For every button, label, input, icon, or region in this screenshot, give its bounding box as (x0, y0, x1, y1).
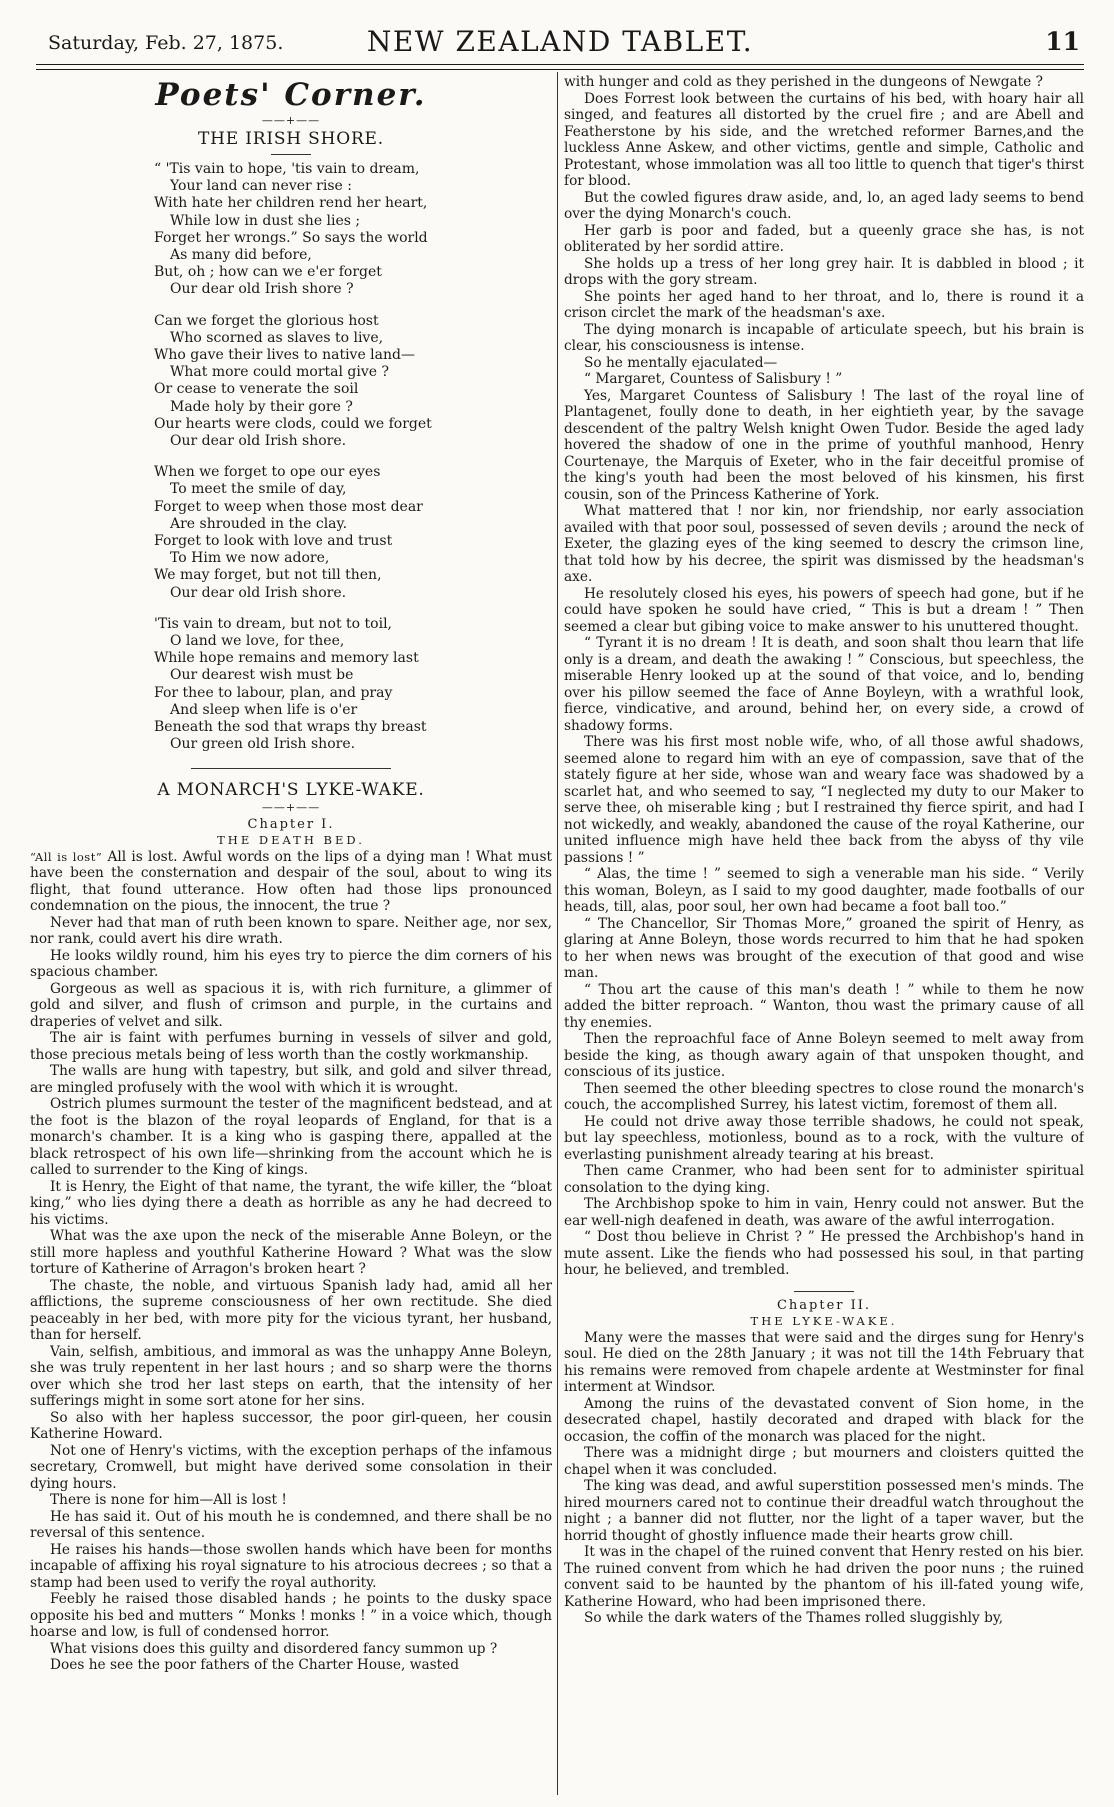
page-number: 11 (1045, 27, 1080, 56)
paragraph: Then the reproachful face of Anne Boleyn seemed to melt away from beside the king, as though awary again of that unspoken thought, and conscious of its justice. (564, 1031, 1084, 1080)
poem-line: To Him we now adore, (170, 550, 330, 567)
poem-line: While low in dust she lies ; (170, 212, 361, 229)
ornament-divider: ——+—— (261, 114, 321, 127)
poem-line: Are shrouded in the clay. (170, 515, 348, 532)
chapter-subheading: THE LYKE-WAKE. (750, 1313, 898, 1328)
poem-line: Your land can never rise : (170, 178, 352, 195)
paragraph: Feebly he raised those disabled hands ; he points to the dusky space opposite his bed and mutters “ Monks ! monks ! ” in a voice which, though hoarse and low, is full of condensed horror. (30, 1591, 552, 1640)
paragraph: There was a midnight dirge ; but mourners and cloisters quitted the chapel when it was concluded. (564, 1445, 1084, 1478)
paragraph: Ostrich plumes surmount the tester of the magnificent bedstead, and at the foot is the blazon of the royal leopards of England, for that is a monarch's chamber. It is a king who is gasping there, appalled at the black retrospect of his own life—shrinking from the account which he is called to surrender to the King of kings. (30, 1096, 552, 1178)
paragraph: with hunger and cold as they perished in the dungeons of Newgate ? (564, 74, 1043, 90)
ornament-divider: ——+—— (261, 800, 321, 814)
paragraph: “ Tyrant it is no dream ! It is death, and soon shalt thou learn that life only is a dream, and death the awaking ! ” Conscious, but speechless, the miserable Henry looked up at the sound of that voice, and lo, bending over his pillow seemed the face of Anne Boyleyn, with a wrathful look, fierce, vindicative, and around, behind her, on every side, a crowd of shadowy forms. (564, 635, 1084, 734)
paragraph: She points her aged hand to her throat, and lo, there is round it a crison circlet the mark of the headsman's axe. (564, 288, 1084, 321)
poem-line: O land we love, for thee, (170, 633, 345, 650)
poem-line: Our hearts were clods, could we forget (154, 415, 432, 432)
poem-stanza (154, 161, 426, 299)
paragraph: He could not drive away those terrible shadows, he could not speak, but lay speechless, motionless, bound as to a rock, with the vulture of everlasting punishment already tearing at his breast. (564, 1113, 1084, 1163)
poem-end-rule (191, 768, 391, 769)
issue-date: Saturday, Feb. 27, 1875. (48, 32, 284, 54)
paragraph: Never had that man of ruth been known to spare. Neither age, nor sex, nor rank, could avert his dire wrath. (30, 914, 552, 947)
paragraph: The chaste, the noble, and virtuous Spanish lady had, amid all her afflictions, the supreme consciousness of her own rectitude. She died peaceably in her bed, with more pity for the vicious tyrant, her husband, than for herself. (30, 1277, 552, 1343)
poem-line: 'Tis vain to dream, but not to toil, (154, 615, 393, 632)
article-body-continued (564, 74, 1084, 1279)
paragraph: She holds up a tress of her long grey hair. It is dabbled in blood ; it drops with the gory stream. (564, 255, 1084, 288)
paragraph: The dying monarch is incapable of articulate speech, but his brain is clear, his consciousness is intense. (564, 321, 1084, 354)
paragraph: Yes, Margaret Countess of Salisbury ! The last of the royal line of Plantagenet, foully done to death, in her eightieth year, by the savage descendent of the paltry Welsh knight Owen Tudor. Beside the aged lady hovered the shadow of one in the prime of youthful manhood, Henry Courtenaye, the Marquis of Exeter, who in the fair deceitful promise of the king's youth had been the most beloved of his kinsmen, his first cousin, son of the Princess Katherine of York. (564, 387, 1084, 503)
masthead-rule-thin (36, 69, 1084, 70)
paragraph: What mattered that ! nor kin, nor friendship, nor early association availed with that poor soul, possessed of seven devils ; around the neck of Exeter, the glazing eyes of the king seemed to descry the crimson line, that told how by his decree, the spirit was dismissed by the headsman's axe. (564, 503, 1084, 585)
column-divider (557, 72, 558, 1795)
paragraph: Her garb is poor and faded, but a queenly grace she has, is not obliterated by her sordid attire. (564, 222, 1084, 255)
lead-words: “All is lost” (30, 849, 103, 864)
poem-line: Our dear old Irish shore ? (170, 281, 354, 298)
paragraph: It was in the chapel of the ruined convent that Henry rested on his bier. The ruined convent from which he had driven the poor nuns ; the ruined convent said to be haunted by the phantom of his ill-fated young wife, Katherine Howard, who had been imprisoned there. (564, 1544, 1084, 1610)
paragraph: So he mentally ejaculated— (584, 354, 778, 371)
poem-line: With hate her children rend her heart, (154, 195, 428, 212)
poem-line: Forget to look with love and trust (154, 533, 393, 550)
paragraph-text: All is lost. Awful words on the lips of a dying man ! What must have been the consternation and despair of the soul, about to wing its flight, that found utterance. How often had those lips pronounced condemnation on the pious, the innocent, the true ? (30, 848, 552, 914)
paragraph: There was his first most noble wife, who, of all those awful shadows, seemed alone to regard him with an eye of compassion, save that of the stately figure at her side, whose wan and weary face was shadowed by a scarlet hat, and who seemed to say, “I neglected my duty to our Maker to serve thee, oh miserable king ; but I restrained thy fierce spirit, and had I not wickedly, and weakly, abandoned the cause of the royal Katherine, our united influence migh have held thee back from the abyss of thy vile passions ! ” (564, 734, 1084, 866)
poem-line: Who gave their lives to native land— (154, 347, 415, 364)
paragraph: But the cowled figures draw aside, and, lo, an aged lady seems to bend over the dying Monarch's couch. (564, 189, 1084, 222)
chapter-heading: Chapter I. (247, 816, 335, 832)
poem-line: But, oh ; how can we e'er forget (154, 264, 382, 281)
poem-line: As many did before, (170, 247, 312, 264)
paragraph: It is Henry, the Eight of that name, the tyrant, the wife killer, the “bloat king,” who lies dying there a death as horrible as any he had decreed to his victims. (30, 1178, 552, 1228)
paragraph: The Archbishop spoke to him in vain, Henry could not answer. But the ear well-nigh deafened in death, was aware of the awful interrogation. (564, 1196, 1084, 1229)
poem-line: We may forget, but not till then, (154, 567, 382, 584)
paragraph (30, 849, 552, 915)
poem-line: Our green old Irish shore. (170, 736, 356, 753)
paragraph: Then came Cranmer, who had been sent for to administer spiritual consolation to the dying king. (564, 1163, 1084, 1196)
paragraph: There is none for him—All is lost ! (50, 1492, 287, 1508)
paragraph: He looks wildly round, him his eyes try to pierce the dim corners of his spacious chamber. (30, 947, 552, 980)
poem-line: Forget to weep when those most dear (154, 498, 423, 515)
poem-title: THE IRISH SHORE. (198, 129, 384, 149)
poem-line: Can we forget the glorious host (154, 312, 379, 329)
paragraph: “ Alas, the time ! ” seemed to sigh a venerable man his side. “ Verily this woman, Boleyn, as I said to my good daughter, made footballs of our heads, till, alas, poor soul, her own had became a foot ball too.” (564, 866, 1084, 915)
poem-line: To meet the smile of day, (170, 481, 347, 498)
poem-line: Forget her wrongs.” So says the world (154, 229, 428, 246)
article-title: A MONARCH'S LYKE-WAKE. (157, 779, 425, 800)
poem-line: When we forget to ope our eyes (154, 464, 381, 481)
chapter-subheading: THE DEATH BED. (217, 832, 365, 847)
right-column (564, 74, 1084, 1795)
paragraph: He has said it. Out of his mouth he is condemned, and there shall be no reversal of this sentence. (30, 1508, 552, 1541)
poem-line: Beneath the sod that wraps thy breast (154, 719, 427, 736)
short-rule (794, 1291, 854, 1292)
paragraph: He raises his hands—those swollen hands which have been for months incapable of affixing his royal signature to his atrocious decrees ; so that a stamp had been used to verify the royal authority. (30, 1541, 552, 1591)
poem-line: “ 'Tis vain to hope, 'tis vain to dream, (154, 161, 420, 177)
poem-line: Our dear old Irish shore. (170, 433, 347, 450)
paragraph: What was the axe upon the neck of the miserable Anne Boleyn, or the still more hapless and youthful Katherine Howard ? What was the slow torture of Katherine of Arragon's broken heart ? (30, 1228, 552, 1277)
paragraph: Does Forrest look between the curtains of his bed, with hoary hair all singed, and features all distorted by the cruel fire ; and are Abell and Featherstone by his side, and the wretched reformer Barnes,and the luckless Anne Askew, and other victims, gentle and simple, Catholic and Protestant, whose immolation was all too little to quench that tiger's thirst for blood. (564, 90, 1084, 189)
poem-line: While hope remains and memory last (154, 650, 419, 667)
paragraph: “ Dost thou believe in Christ ? ” He pressed the Archbishop's hand in mute assent. Like the fiends who had possessed his soul, in that parting hour, he believed, and trembled. (564, 1229, 1084, 1278)
poem-line: Our dearest wish must be (170, 667, 354, 684)
poem-line: What more could mortal give ? (170, 364, 390, 381)
poem-line: And sleep when life is o'er (170, 701, 358, 718)
paragraph: Vain, selfish, ambitious, and immoral as was the unhappy Anne Boleyn, she was truly repentent in her last hours ; and so sharp were the thorns over which she trod her last steps on earth, that the intensity of her sufferings might in some sort atone for her sins. (30, 1343, 552, 1409)
poem-stanza (154, 312, 432, 451)
poem-line: Who scorned as slaves to live, (170, 329, 384, 346)
paragraph: What visions does this guilty and disordered fancy summon up ? (50, 1640, 498, 1657)
paragraph: The air is faint with perfumes burning in vessels of silver and gold, those precious metals being of less worth than the costly workmanship. (30, 1030, 552, 1063)
poem-stanza (154, 464, 426, 602)
paragraph: Gorgeous as well as spacious it is, with rich furniture, a glimmer of gold and silver, and flush of crimson and purple, in the curtains and draperies of velvet and silk. (30, 980, 552, 1030)
paragraph: So also with her hapless successor, the poor girl-queen, her cousin Katherine Howard. (30, 1409, 552, 1442)
paragraph: The king was dead, and awful superstition possessed men's minds. The hired mourners cared not to continue their dreadful watch throughout the night ; a banner did not flutter, nor the light of a taper waver, but the horrid thought of ghostly influence made their hearts grow chill. (564, 1478, 1084, 1544)
newspaper-title: NEW ZEALAND TABLET. (366, 25, 754, 58)
poem-line: Or cease to venerate the soil (154, 381, 359, 398)
poem-line: Made holy by their gore ? (170, 398, 353, 415)
paragraph: He resolutely closed his eyes, his powers of speech had gone, but if he could have spoken he sould have cried, “ This is but a dream ! ” Then seemed a clear but gibing voice to make answer to his unuttered thought. (564, 585, 1084, 635)
paragraph: Many were the masses that were said and the dirges sung for Henry's soul. He died on the 28th January ; it was not till the 14th February that his remains were removed from chapele ardente at Westminster for final interment at Windsor. (564, 1329, 1084, 1395)
poem-line: Our dear old Irish shore. (170, 584, 347, 601)
spacer (564, 1279, 1084, 1289)
paragraph: Not one of Henry's victims, with the exception perhaps of the infamous secretary, Cromwell, but might have derived some consolation in their dying hours. (30, 1442, 552, 1492)
poem-stanza (154, 616, 426, 754)
paragraph: So while the dark waters of the Thames rolled sluggishly by, (584, 1610, 1004, 1626)
paragraph: “ The Chancellor, Sir Thomas More,” groaned the spirit of Henry, as glaring at Anne Boleyn, those words recurred to him that he had spoken to her when news was brought of the execution of that good and wise man. (564, 915, 1084, 981)
paragraph: “ Margaret, Countess of Salisbury ! ” (584, 371, 843, 387)
masthead-rule (36, 64, 1084, 65)
short-rule (271, 154, 311, 155)
poets-corner-heading: Poets' Corner. (155, 77, 427, 113)
poem-line: For thee to labour, plan, and pray (154, 684, 393, 701)
chapter-heading: Chapter II. (776, 1297, 872, 1313)
article-body (30, 849, 552, 1674)
paragraph: The walls are hung with tapestry, but silk, and gold and silver thread, are mingled profusely with the wool with which it is wrought. (30, 1063, 552, 1096)
paragraph: Does he see the poor fathers of the Charter House, wasted (50, 1657, 459, 1673)
paragraph: Among the ruins of the devastated convent of Sion home, in the desecrated chapel, hastily decorated and draped with black for the occasion, the coffin of the monarch was placed for the night. (564, 1395, 1084, 1445)
masthead (36, 22, 1084, 58)
poem-body (154, 161, 432, 754)
article-body-chapter-2 (564, 1330, 1084, 1627)
left-column (30, 74, 552, 1795)
paragraph: “ Thou art the cause of this man's death ! ” while to them he now added the bitter reproach. “ Wanton, thou wast the primary cause of all thy enemies. (564, 981, 1084, 1031)
paragraph: Then seemed the other bleeding spectres to close round the monarch's couch, the accomplished Surrey, his latest victim, foremost of them all. (564, 1080, 1084, 1113)
